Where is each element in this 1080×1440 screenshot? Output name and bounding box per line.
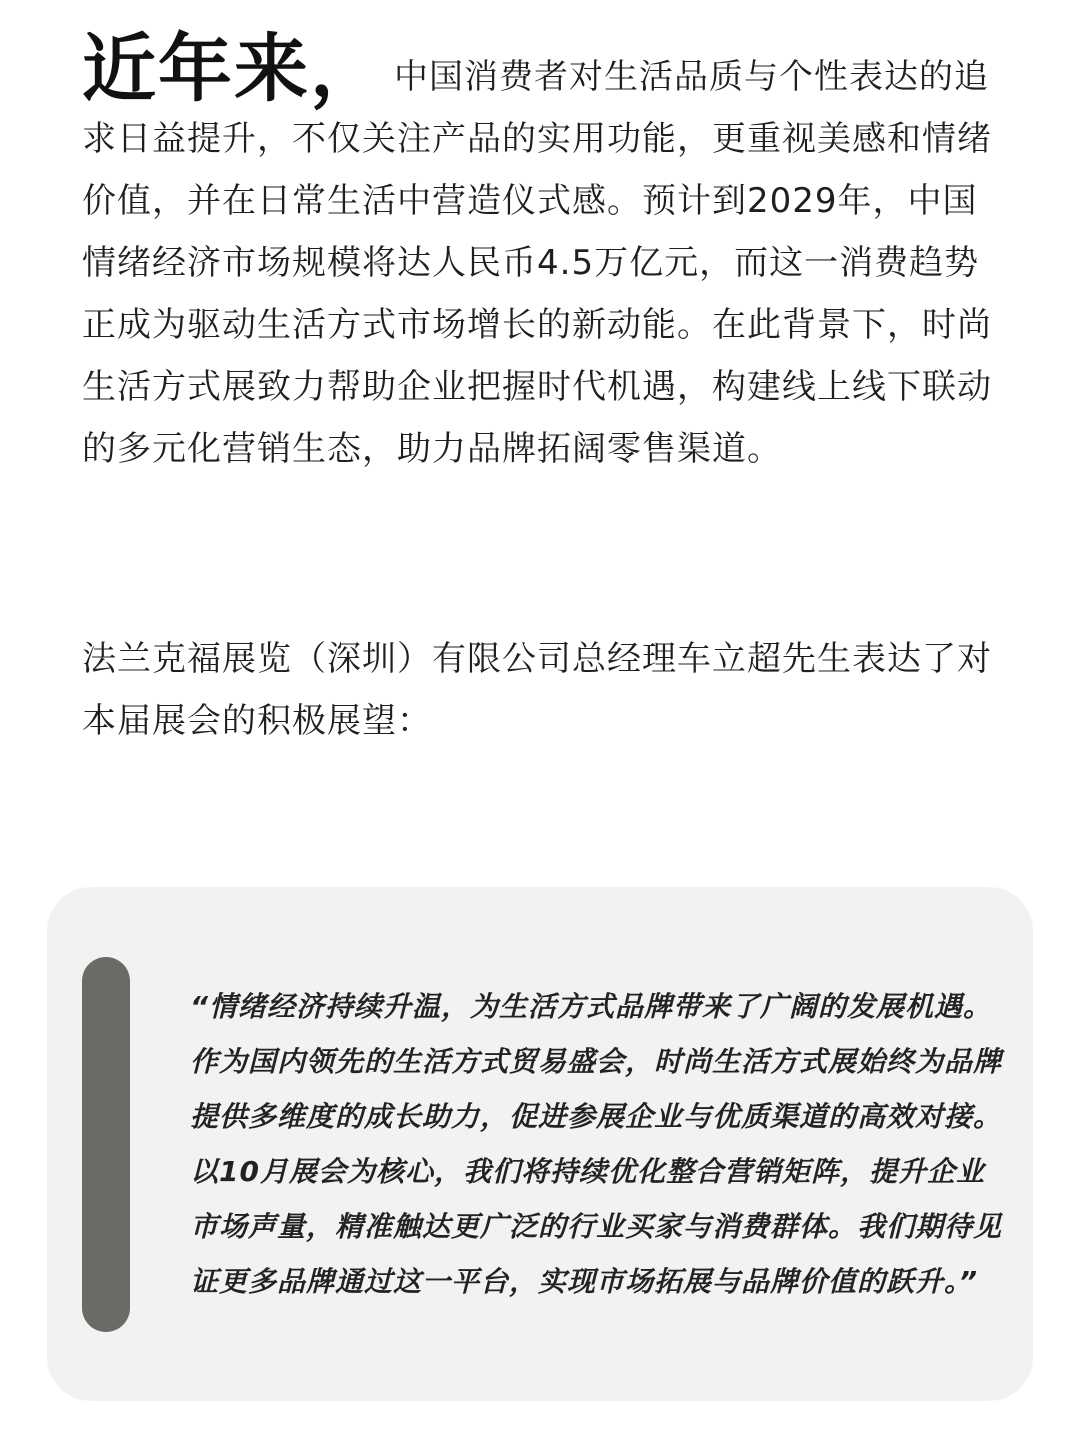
quote-text: “情绪经济持续升温，为生活方式品牌带来了广阔的发展机遇。作为国内领先的生活方式贸易盛会，时尚生活方式展始终为品牌提供多维度的成长助力，促进参展企业与优质渠道的高效对接。以10月展会为核心，我们将持续优化整合营销矩阵，提升企业市场声量，精准触达更广泛的行业买家与消费群体。我们期待见证更多品牌通过这一平台，实现市场拓展与品牌价值的跃升。”	[190, 990, 1003, 1298]
speaker-paragraph: 法兰克福展览（深圳）有限公司总经理车立超先生表达了对本届展会的积极展望：	[82, 639, 992, 741]
intro-paragraph	[82, 26, 1002, 480]
intro-body: 中国消费者对生活品质与个性表达的追求日益提升，不仅关注产品的实用功能，更重视美感和情绪价值，并在日常生活中营造仪式感。预计到2029年，中国情绪经济市场规模将达人民币4.5万亿元，而这一消费趋势正成为驱动生活方式市场增长的新动能。在此背景下，时尚生活方式展致力帮助企业把握时代机遇，构建线上线下联动的多元化营销生态，助力品牌拓阔零售渠道。	[82, 57, 992, 469]
intro-lead: 近年来，	[82, 26, 386, 112]
quote-card	[47, 887, 1033, 1401]
quote-bar	[82, 957, 130, 1332]
